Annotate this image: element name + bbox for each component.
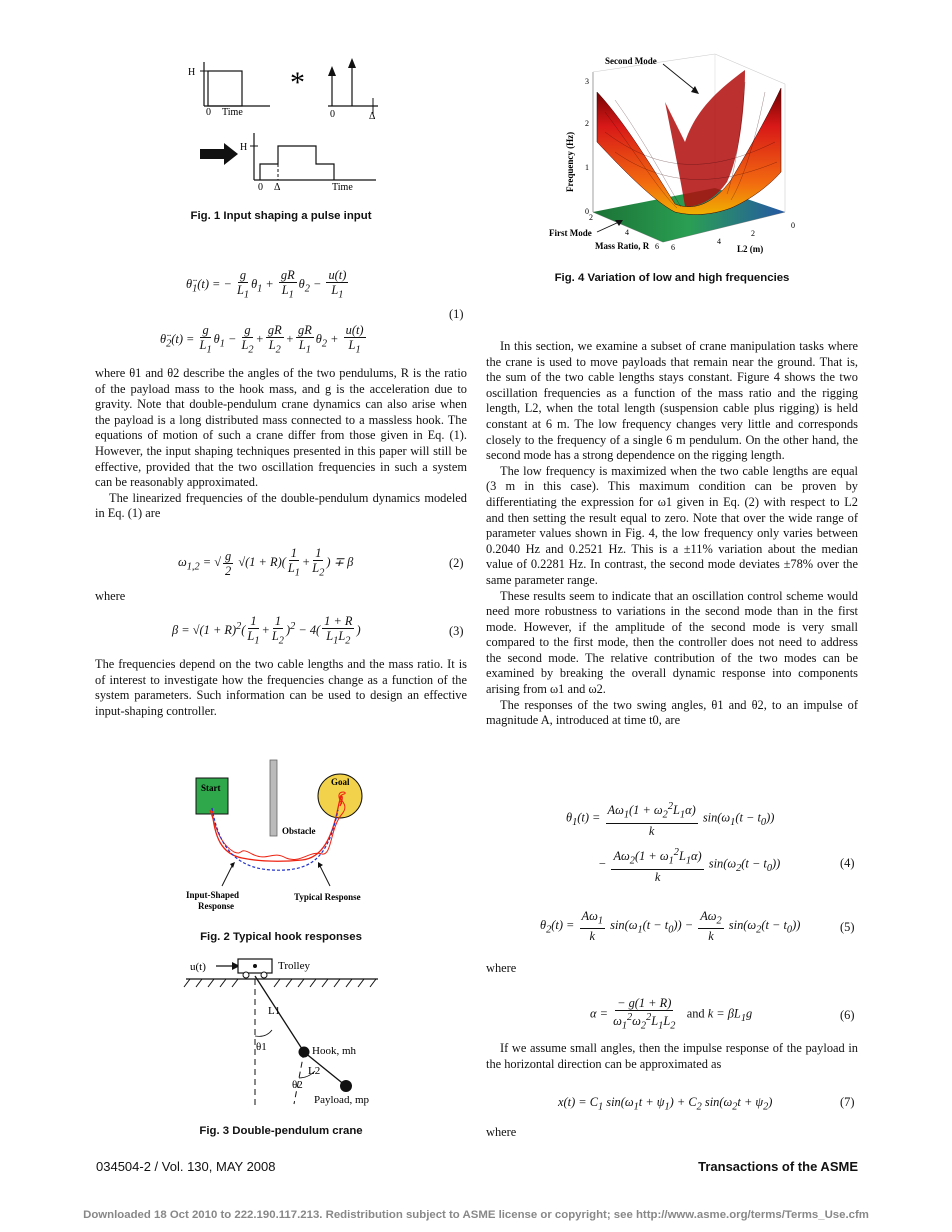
right-paragraph-1: In this section, we examine a subset of crane manipulation tasks where the crane is used to move payloads that remain near the ground. That is, the sum of the two cable lengths stays constant. Figure 4 shows the two oscillation frequencies as a function of the mass ratio and the rigging length, L2, when the total length (suspension cable plus rigging) is held constant at 6 m. The low frequency changes very little and corresponds closely to the frequency of a single 6 m pendulum. On the other hand, the second mode has a strong dependence on the rigging length. [486,339,858,463]
fig3-l1-label: L1 [268,1005,281,1017]
fig2-typical-label: Typical Response [294,892,361,902]
fig3-theta1-label: θ1 [256,1041,267,1053]
fig4-l2-axis-label: L2 (m) [737,244,764,254]
equation-4-number: (4) [840,856,855,870]
fig3-payload-label: Payload, mp [314,1094,369,1106]
equation-7-number: (7) [840,1095,855,1109]
fig1-h-label: H [188,67,196,78]
left-column-text-1 [95,366,467,522]
equation-5: $\theta_2(t)$ = $\frac{A\omega_1}{k}$ $\sin(\omega_1(t - t_0))$ − $\frac{A\omega_2}{k}$ $\sin(\omega_2(t - t_0))$ [540,909,801,944]
fig1-caption: Fig. 1 Input shaping a pulse input [190,210,372,222]
fig3-l2-label: L2 [308,1065,321,1077]
equation-4-line-2: − $\frac{A\omega_2(1 + \omega_1^2L_1\alpha)}{k}$ $\sin(\omega_2(t - t_0))$ [598,847,781,884]
fig2-input-shaped-label-1: Input-Shaped [186,890,240,900]
footer-journal-name: Transactions of the ASME [698,1159,858,1174]
equation-6-number: (6) [840,1008,855,1022]
equation-7: $x(t) = C_1$ $\sin(\omega_1t + \psi_1) + C_2$ $\sin(\omega_2t + \psi_2)$ [558,1095,773,1113]
fig4-l2-tick-4: 4 [717,237,721,246]
equation-6: α = $\frac{- g(1 + R)}{\omega_1^2\omega_2^2L_1L_2}$ and $k = \beta L_1g$ [590,996,753,1032]
equation-3: $\beta = √(1 + R)^2$( $\frac{1}{L_1}$ + $\frac{1}{L_2}$ )$^2$ − 4( $\frac{1 + R}{L_1L_2}$ ) [172,614,361,647]
figure-1-input-shaping [180,58,390,198]
fig1-delta-label-2: Δ [274,182,281,193]
fig4-y-axis-label: Frequency (Hz) [565,131,575,192]
fig1-zero-label-2: 0 [330,109,335,120]
fig3-trolley-label: Trolley [278,960,310,972]
equation-1-line-2: $\thetä_2(t)$ = $\frac{g}{L_1}$ $\theta_1$ − $\frac{g}{L_2}$ + $\frac{gR}{L_2}$ + $\frac{gR}{L_1}$ $\theta_2$ + $\frac{u(t)}{L_1}$ [160,323,364,356]
equation-4-line-1: $\theta_1(t)$ = $\frac{A\omega_1(1 + \omega_2^2L_1\alpha)}{k}$ $\sin(\omega_1(t - t_0))$ [566,801,775,838]
fig3-payload-mass [340,1080,352,1092]
left-paragraph-2: The linearized frequencies of the double-pendulum dynamics modeled in Eq. (1) are [95,490,467,521]
fig4-freq-tick-3: 3 [585,77,589,86]
fig2-caption: Fig. 2 Typical hook responses [200,931,362,943]
right-where-2: where [486,961,517,975]
equation-3-number: (3) [449,624,464,638]
fig4-freq-tick-0: 0 [585,207,589,216]
figure-4-frequency-surface [545,52,805,257]
right-paragraph-2: The low frequency is maximized when the two cable lengths are equal (3 m in this case). This maximum condition can be proven by differentiating the expression for ω1 given in Eq. (2) with respect to L2 and then setting the result equal to zero. Note that over the wide range of parameter values shown in Fig. 4, the low frequency only varies between 0.2040 Hz and 0.2521 Hz. This is a ±11% variation about the median value of 0.2281 Hz. In contrast, the second mode deviates ±78% over the same parameter range. [486,463,858,587]
download-notice: Downloaded 18 Oct 2010 to 222.190.117.213. Redistribution subject to ASME license or copyright; see http://www.asme.org/terms/Terms_Use.cfm [83,1209,869,1221]
equation-1-line-1: $\thetä_1(t)$ = − $\frac{g}{L_1}$ $\theta_1$ + $\frac{gR}{L_1}$ $\theta_2$ − $\frac{u(t)}{L_1}$ [186,268,347,301]
fig1-time-label: Time [222,107,243,118]
left-paragraph-1: where θ1 and θ2 describe the angles of the two pendulums, R is the ratio of the payload mass to the hook mass, and g is the acceleration due to gravity. Note that double-pendulum crane dynamics can also arise when the payload is a long distributed mass connected to a massless hook. The equations of motion of such a crane differ from those given in Eq. (1). However, the input shaping techniques presented in this paper will still be effective, provided that the two oscillation frequencies in such a system can be reasonably approximated. [95,366,467,490]
equation-5-number: (5) [840,920,855,934]
fig1-zero-label: 0 [206,107,211,118]
right-where-3: where [486,1125,517,1139]
fig1-result-arrow-icon [200,143,238,165]
right-paragraph-3: These results seem to indicate that an oscillation control scheme would need more robustness to variations in the second mode than in the first mode. However, if the amplitude of the second mode is very small compared to the first mode, then the controller does not need to address the second mode. The relative contribution of the two modes can be examined by breaking the overall dynamic response into components arising from ω1 and ω2. [486,588,858,697]
fig2-obstacle-label: Obstacle [282,826,316,836]
fig4-r-tick-2: 2 [589,213,593,222]
equation-2: $\omega_{1,2}$ = √ $\frac{g}{2}$ √(1 + R)( $\frac{1}{L_1}$ + $\frac{1}{L_2}$ ) ∓ β [178,546,354,579]
left-column-text-2 [95,657,467,719]
fig4-r-axis-label: Mass Ratio, R [595,241,650,251]
fig3-hook-label: Hook, mh [312,1045,356,1057]
right-column-text-1 [486,339,858,729]
footer-page-info: 034504-2 / Vol. 130, MAY 2008 [96,1159,276,1174]
equation-2-number: (2) [449,556,464,570]
fig3-caption: Fig. 3 Double-pendulum crane [199,1125,363,1137]
figure-3-double-pendulum [182,954,382,1112]
fig2-start-label: Start [201,783,221,793]
fig1-zero-label-3: 0 [258,182,263,193]
equation-1-number: (1) [449,307,464,321]
right-column-text-2 [486,1041,858,1072]
fig1-time-label-2: Time [332,182,353,193]
left-paragraph-3: The frequencies depend on the two cable lengths and the mass ratio. It is of interest to investigate how the frequencies change as a function of the system parameters. Such information can be used to design an effective input-shaping controller. [95,657,467,718]
fig1-h-label-2: H [240,142,248,153]
fig4-caption: Fig. 4 Variation of low and high frequencies [554,272,790,284]
fig1-convolution-star: * [290,66,305,99]
fig3-theta2-label: θ2 [292,1079,303,1091]
eq1-line1-text [0,0,1,1]
fig1-delta-label: Δ [369,111,376,122]
figure-2-hook-responses [182,758,382,918]
fig4-first-mode-label: First Mode [549,228,592,238]
fig2-goal-label: Goal [331,777,350,787]
fig2-input-shaped-label-2: Response [198,901,235,911]
fig4-l2-tick-0: 0 [791,221,795,230]
fig3-ut-label: u(t) [190,961,206,973]
equation-text-equivalents [0,0,1,1]
fig2-obstacle [270,760,277,836]
right-paragraph-4: The responses of the two swing angles, θ1 and θ2, to an impulse of magnitude A, introduced at time t0, are [486,697,858,728]
left-where-1: where [95,589,126,603]
right-paragraph-5: If we assume small angles, then the impulse response of the payload in the horizontal direction can be approximated as [486,1041,858,1071]
fig4-freq-tick-2: 2 [585,119,589,128]
fig4-r-tick-4: 4 [625,228,629,237]
fig4-l2-tick-6: 6 [671,243,675,252]
fig4-freq-tick-1: 1 [585,163,589,172]
fig4-r-tick-6: 6 [655,242,659,251]
fig4-l2-tick-2: 2 [751,229,755,238]
fig4-second-mode-label: Second Mode [605,56,657,66]
